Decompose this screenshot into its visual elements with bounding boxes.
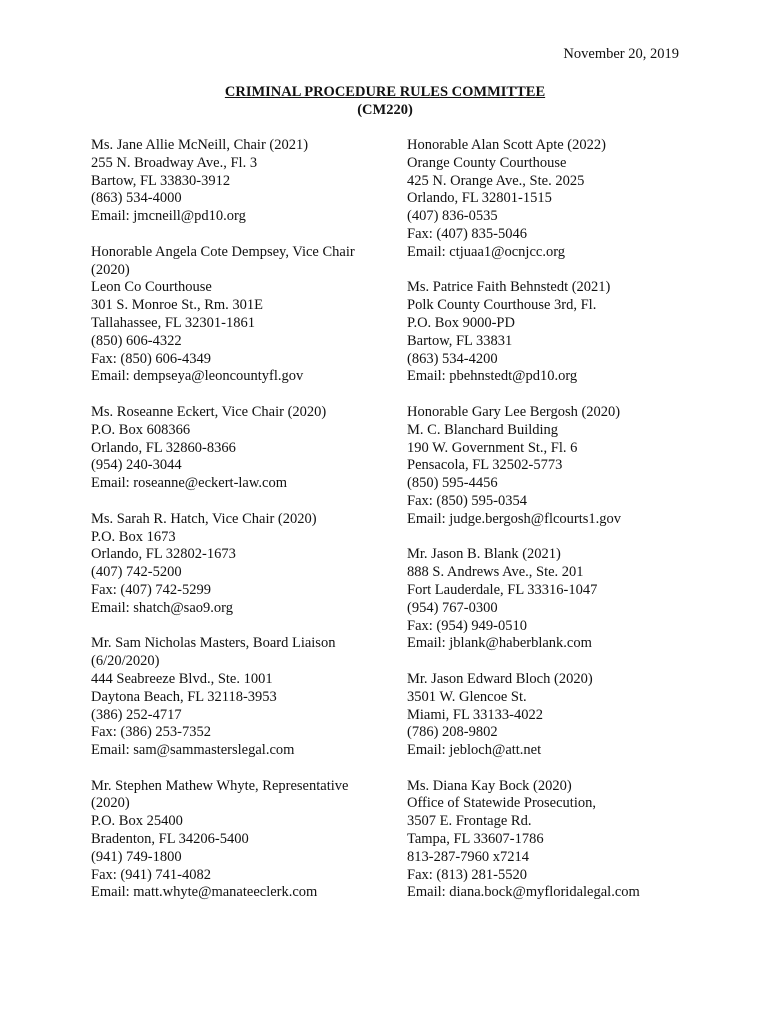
- member-detail-line: Email: pbehnstedt@pd10.org: [407, 368, 578, 385]
- member-entry: [91, 635, 381, 760]
- document-date: November 20, 2019: [563, 46, 679, 62]
- member-detail-line: (850) 606-4322: [91, 332, 182, 349]
- member-detail-line: (786) 208-9802: [407, 724, 498, 741]
- committee-heading: [0, 84, 770, 119]
- member-detail-line: Email: dempseya@leoncountyfl.gov: [91, 368, 304, 385]
- member-name: Honorable Gary Lee Bergosh (2020): [407, 403, 621, 420]
- member-detail-line: (954) 240-3044: [91, 457, 182, 474]
- member-entry: [91, 404, 381, 493]
- member-detail-line: 813-287-7960 x7214: [407, 848, 530, 865]
- member-detail-line: 425 N. Orange Ave., Ste. 2025: [407, 172, 585, 189]
- member-detail-line: Fax: (954) 949-0510: [407, 617, 528, 634]
- member-detail-line: Fax: (407) 835-5046: [407, 225, 528, 242]
- member-entry: [407, 546, 707, 653]
- member-detail-line: Email: ctjuaa1@ocnjcc.org: [407, 243, 566, 260]
- member-detail-line: P.O. Box 608366: [91, 421, 191, 438]
- member-detail-line: 190 W. Government St., Fl. 6: [407, 439, 578, 456]
- member-detail-line: Email: jmcneill@pd10.org: [91, 208, 246, 225]
- member-detail-line: (863) 534-4000: [91, 190, 182, 207]
- member-detail-line: Orlando, FL 32801-1515: [407, 190, 552, 207]
- member-name: Mr. Stephen Mathew Whyte, Representative (2020): [91, 777, 349, 812]
- member-entry: [91, 137, 381, 226]
- member-detail-line: Office of Statewide Prosecution,: [407, 795, 596, 812]
- left-member-column: [91, 137, 381, 920]
- member-name: Mr. Sam Nicholas Masters, Board Liaison (6/20/2020): [91, 635, 336, 670]
- member-detail-line: Fax: (850) 595-0354: [407, 492, 528, 509]
- member-entry: [407, 671, 707, 760]
- member-detail-line: 444 Seabreeze Blvd., Ste. 1001: [91, 670, 273, 687]
- member-entry: [91, 244, 381, 386]
- member-detail-line: Orange County Courthouse: [407, 154, 567, 171]
- member-name: Ms. Diana Kay Bock (2020): [407, 777, 572, 794]
- member-detail-line: Fax: (941) 741-4082: [91, 866, 212, 883]
- member-detail-line: P.O. Box 9000-PD: [407, 314, 515, 331]
- member-detail-line: (863) 534-4200: [407, 350, 498, 367]
- member-detail-line: Polk County Courthouse 3rd, Fl.: [407, 297, 597, 314]
- member-detail-line: Fax: (850) 606-4349: [91, 350, 212, 367]
- member-detail-line: Email: sam@sammasterslegal.com: [91, 742, 295, 759]
- member-detail-line: Orlando, FL 32860-8366: [91, 439, 236, 456]
- member-detail-line: 301 S. Monroe St., Rm. 301E: [91, 297, 263, 314]
- member-name: Mr. Jason Edward Bloch (2020): [407, 670, 593, 687]
- member-name: Ms. Patrice Faith Behnstedt (2021): [407, 279, 611, 296]
- member-name: Mr. Jason B. Blank (2021): [407, 546, 561, 563]
- member-detail-line: Email: jebloch@att.net: [407, 742, 542, 759]
- member-detail-line: Orlando, FL 32802-1673: [91, 546, 236, 563]
- member-name: Ms. Sarah R. Hatch, Vice Chair (2020): [91, 510, 317, 527]
- member-name: Honorable Alan Scott Apte (2022): [407, 137, 606, 153]
- member-detail-line: Email: shatch@sao9.org: [91, 599, 233, 616]
- member-detail-line: M. C. Blanchard Building: [407, 421, 559, 438]
- member-detail-line: Email: matt.whyte@manateeclerk.com: [91, 884, 318, 901]
- member-detail-line: Email: diana.bock@myfloridalegal.com: [407, 884, 640, 901]
- member-entry: [407, 404, 707, 529]
- committee-code: (CM220): [357, 101, 413, 118]
- member-detail-line: 3507 E. Frontage Rd.: [407, 813, 532, 830]
- member-detail-line: Miami, FL 33133-4022: [407, 706, 544, 723]
- member-name: Ms. Jane Allie McNeill, Chair (2021): [91, 137, 309, 153]
- member-detail-line: P.O. Box 1673: [91, 528, 176, 545]
- member-detail-line: Bartow, FL 33830-3912: [91, 172, 231, 189]
- right-member-column: [407, 137, 707, 920]
- member-detail-line: (386) 252-4717: [91, 706, 182, 723]
- member-detail-line: Pensacola, FL 32502-5773: [407, 457, 563, 474]
- committee-title: CRIMINAL PROCEDURE RULES COMMITTEE: [224, 84, 546, 100]
- member-detail-line: 3501 W. Glencoe St.: [407, 688, 527, 705]
- member-detail-line: 255 N. Broadway Ave., Fl. 3: [91, 154, 258, 171]
- member-detail-line: Email: jblank@haberblank.com: [407, 635, 592, 652]
- member-detail-line: Fax: (813) 281-5520: [407, 866, 528, 883]
- member-name: Honorable Angela Cote Dempsey, Vice Chair (2020): [91, 243, 355, 278]
- member-detail-line: Email: judge.bergosh@flcourts1.gov: [407, 510, 622, 527]
- member-detail-line: (954) 767-0300: [407, 599, 498, 616]
- member-detail-line: (850) 595-4456: [407, 475, 498, 492]
- member-detail-line: (407) 742-5200: [91, 564, 182, 581]
- member-name: Ms. Roseanne Eckert, Vice Chair (2020): [91, 403, 327, 420]
- member-detail-line: Leon Co Courthouse: [91, 279, 212, 296]
- member-detail-line: Fax: (407) 742-5299: [91, 581, 212, 598]
- member-entry: [407, 279, 707, 386]
- member-detail-line: Tampa, FL 33607-1786: [407, 831, 544, 848]
- member-entry: [407, 137, 707, 262]
- member-detail-line: Tallahassee, FL 32301-1861: [91, 314, 255, 331]
- member-detail-line: (407) 836-0535: [407, 208, 498, 225]
- member-detail-line: P.O. Box 25400: [91, 813, 183, 830]
- member-detail-line: Bartow, FL 33831: [407, 332, 513, 349]
- member-detail-line: 888 S. Andrews Ave., Ste. 201: [407, 564, 584, 581]
- member-detail-line: Bradenton, FL 34206-5400: [91, 831, 249, 848]
- member-entry: [91, 511, 381, 618]
- member-detail-line: Fax: (386) 253-7352: [91, 724, 212, 741]
- member-detail-line: Daytona Beach, FL 32118-3953: [91, 688, 277, 705]
- member-detail-line: Email: roseanne@eckert-law.com: [91, 475, 287, 492]
- member-entry: [91, 778, 381, 903]
- member-detail-line: (941) 749-1800: [91, 848, 182, 865]
- member-entry: [407, 778, 707, 903]
- member-detail-line: Fort Lauderdale, FL 33316-1047: [407, 581, 598, 598]
